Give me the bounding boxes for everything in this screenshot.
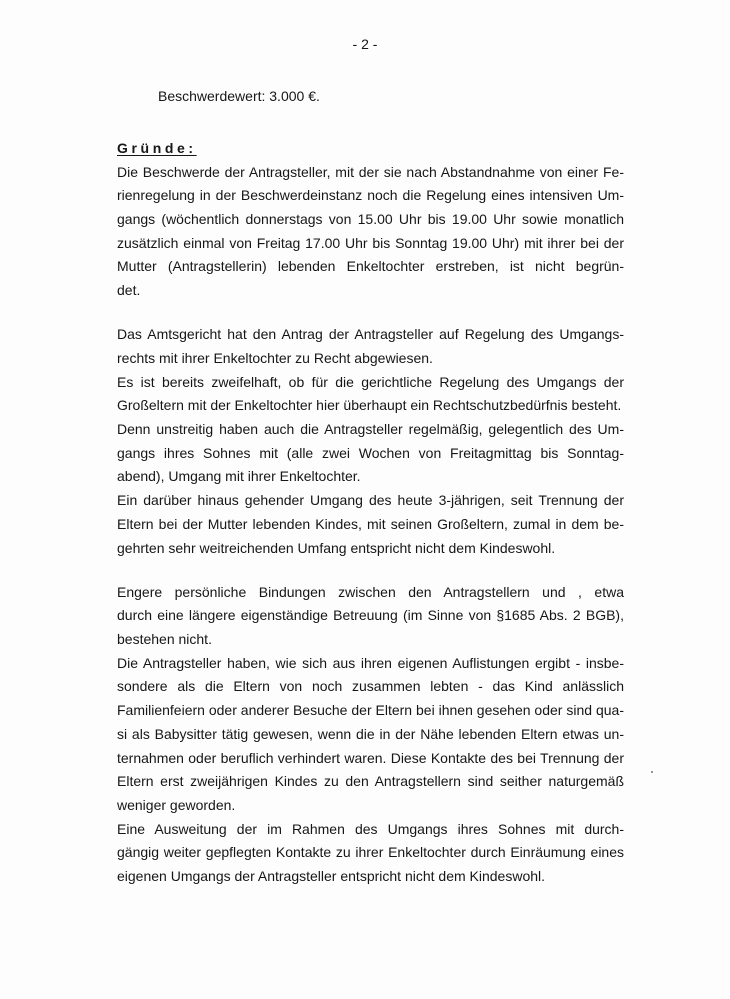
text-line: ternahmen oder beruflich verhindert waren. Diese Kontakte des bei Trennung der [117, 749, 624, 766]
text-line: Großeltern mit der Enkeltochter hier überhaupt ein Rechtschutzbedürfnis besteht. [117, 397, 622, 414]
text-line: gehrten sehr weitreichenden Umfang entspricht nicht dem Kindeswohl. [117, 539, 556, 556]
text-line: Die Antragsteller haben, wie sich aus ihren eigenen Auflistungen ergibt - insbe- [117, 654, 624, 671]
paragraph-gap [117, 560, 624, 581]
paragraph [117, 323, 624, 560]
text-line: det. [117, 282, 141, 299]
text-line: gängig weiter gepflegten Kontakte zu ihrer Enkeltochter durch Einräumung eines [117, 844, 624, 861]
paragraph [117, 161, 624, 303]
text-line: Ein darüber hinaus gehender Umgang des heute 3-jährigen, seit Trennung der [117, 492, 624, 509]
text-line: si als Babysitter tätig gewesen, wenn die in der Nähe lebenden Eltern etwas un- [117, 725, 624, 742]
text-line: rienregelung in der Beschwerdeinstanz noch die Regelung eines intensiven Um- [117, 187, 624, 204]
text-line: Eltern bei der Mutter lebenden Kindes, mit seinen Großeltern, zumal in dem be- [117, 515, 624, 532]
paragraph-gap [117, 303, 624, 324]
text-line: weniger geworden. [117, 796, 236, 813]
text-line: bestehen nicht. [117, 631, 212, 648]
text-line: durch eine längere eigenständige Betreuung (im Sinne von §1685 Abs. 2 BGB), [117, 607, 624, 624]
text-line: Das Amtsgericht hat den Antrag der Antragsteller auf Regelung des Umgangs- [117, 326, 624, 343]
page-number: - 2 - [352, 36, 378, 52]
scan-speck [651, 771, 653, 773]
text-line: eigenen Umgangs der Antragsteller entspricht nicht dem Kindeswohl. [117, 867, 546, 884]
text-line: Familienfeiern oder anderer Besuche der Eltern bei ihnen gesehen oder sind qua- [117, 702, 624, 719]
section-heading: Gründe: [117, 140, 197, 156]
text-line: rechts mit ihrer Enkeltochter zu Recht abgewiesen. [117, 350, 433, 367]
paragraph [117, 581, 624, 889]
text-line: gangs (wöchentlich donnerstags von 15.00 Uhr bis 19.00 Uhr sowie monatlich [117, 211, 624, 228]
text-line: Es ist bereits zweifelhaft, ob für die gerichtliche Regelung des Umgangs der [117, 373, 624, 390]
text-line: Eine Ausweitung der im Rahmen des Umgangs ihres Sohnes mit durch- [117, 820, 624, 837]
text-line: Eltern erst zweijährigen Kindes zu den Antragstellern sind seither naturgemäß [117, 773, 624, 790]
paragraphs-container [117, 161, 624, 889]
text-line: Mutter (Antragstellerin) lebenden Enkeltochter erstreben, ist nicht begrün- [117, 258, 624, 275]
text-line: Denn unstreitig haben auch die Antragsteller regelmäßig, gelegentlich des Um- [117, 421, 624, 438]
dispute-value-line: Beschwerdewert: 3.000 €. [158, 88, 320, 104]
text-line: abend), Umgang mit ihrer Enkeltochter. [117, 468, 361, 485]
text-line: Die Beschwerde der Antragsteller, mit der sie nach Abstandnahme von einer Fe- [117, 163, 624, 180]
text-line: zusätzlich einmal von Freitag 17.00 Uhr bis Sonntag 19.00 Uhr) mit ihrer bei der [117, 234, 624, 251]
text-line: Engere persönliche Bindungen zwischen den Antragstellern und , etwa [117, 583, 624, 600]
text-line: gangs ihres Sohnes mit (alle zwei Wochen von Freitagmittag bis Sonntag- [117, 444, 624, 461]
reasons-section [117, 137, 624, 889]
text-line: sondere als die Eltern von noch zusammen lebten - das Kind anlässlich [117, 678, 624, 695]
